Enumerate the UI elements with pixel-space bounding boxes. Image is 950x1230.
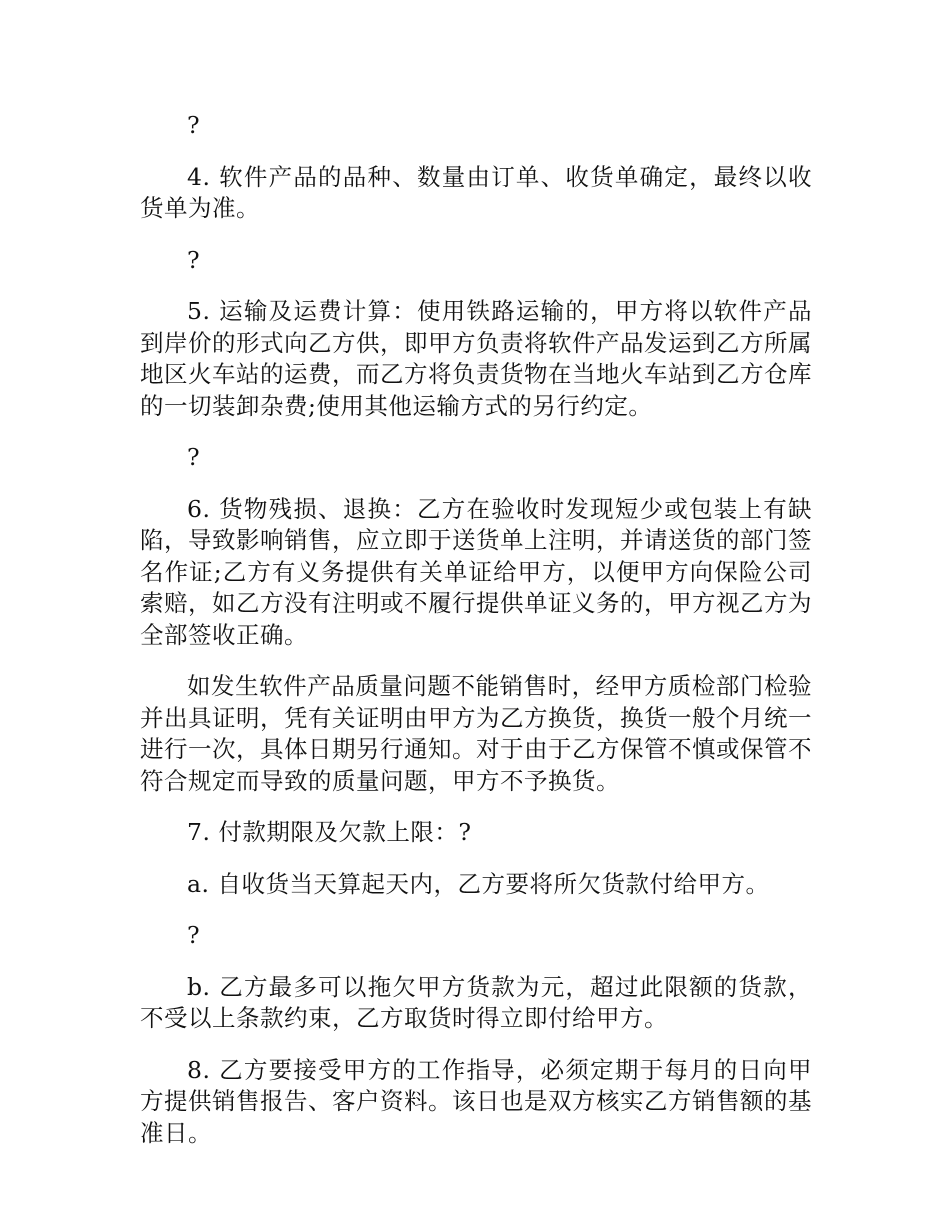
placeholder-mark: ? <box>187 245 201 274</box>
document-body <box>140 110 812 1169</box>
clause-4-paragraph: 4. 软件产品的品种、数量由订单、收货单确定，最终以收货单为准。 <box>140 162 812 222</box>
clause-7a-paragraph: a. 自收货当天算起天内，乙方要将所欠货款付给甲方。 <box>187 869 770 898</box>
placeholder-mark: ? <box>187 111 201 139</box>
clause-7b-paragraph: b. 乙方最多可以拖欠甲方货款为元，超过此限额的货款，不受以上条款约束，乙方取货时得立即付给甲方。 <box>140 972 812 1032</box>
placeholder-mark: ? <box>187 921 201 949</box>
placeholder-mark: ? <box>187 443 201 471</box>
clause-7-heading: 7. 付款期限及欠款上限：? <box>187 818 472 846</box>
clause-6-continuation-paragraph: 如发生软件产品质量问题不能销售时，经甲方质检部门检验并出具证明，凭有关证明由甲方为乙方换货，换货一般个月统一进行一次，具体日期另行通知。对于由于乙方保管不慎或保管不符合规定而导致的质量问题，甲方不予换货。 <box>140 672 812 795</box>
clause-5-paragraph: 5. 运输及运费计算：使用铁路运输的，甲方将以软件产品到岸价的形式向乙方供，即甲方负责将软件产品发运到乙方所属地区火车站的运费，而乙方将负责货物在当地火车站到乙方仓库的一切装卸杂费;使用其他运输方式的另行约定。 <box>140 297 812 420</box>
clause-6-paragraph: 6. 货物残损、退换：乙方在验收时发现短少或包装上有缺陷，导致影响销售，应立即于送货单上注明，并请送货的部门签名作证;乙方有义务提供有关单证给甲方，以便甲方向保险公司索赔，如乙方没有注明或不履行提供单证义务的，甲方视乙方为全部签收正确。 <box>140 494 812 649</box>
clause-8-paragraph: 8. 乙方要接受甲方的工作指导，必须定期于每月的日向甲方提供销售报告、客户资料。该日也是双方核实乙方销售额的基准日。 <box>140 1055 812 1147</box>
